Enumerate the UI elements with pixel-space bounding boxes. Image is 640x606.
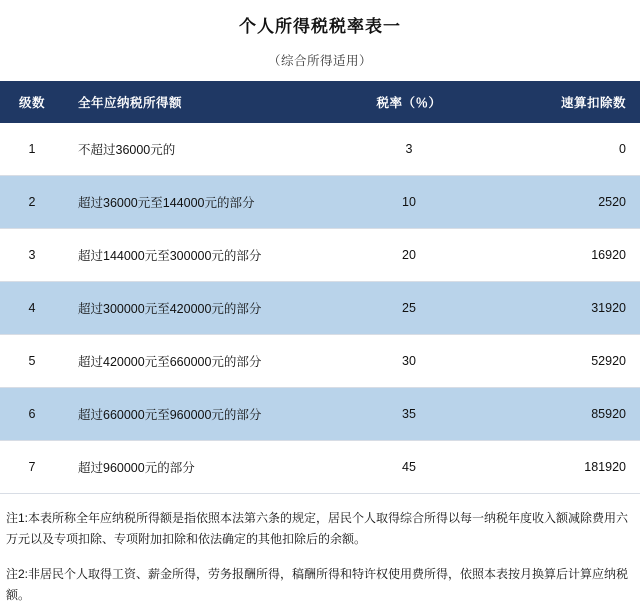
cell-rate: 10 <box>333 176 485 229</box>
cell-deduction: 85920 <box>485 388 640 441</box>
table-row <box>0 176 640 229</box>
cell-rate: 45 <box>333 441 485 494</box>
cell-deduction: 181920 <box>485 441 640 494</box>
cell-level: 1 <box>0 123 64 176</box>
table-header <box>0 81 640 123</box>
cell-income: 超过36000元至144000元的部分 <box>64 176 333 229</box>
page-subtitle: （综合所得适用） <box>267 54 372 68</box>
cell-rate: 35 <box>333 388 485 441</box>
tax-rate-table <box>0 81 640 494</box>
cell-level: 4 <box>0 282 64 335</box>
cell-income: 超过660000元至960000元的部分 <box>64 388 333 441</box>
cell-income: 超过144000元至300000元的部分 <box>64 229 333 282</box>
cell-income: 不超过36000元的 <box>64 123 333 176</box>
table-row <box>0 335 640 388</box>
cell-deduction: 16920 <box>485 229 640 282</box>
cell-deduction: 0 <box>485 123 640 176</box>
table-row <box>0 282 640 335</box>
footnote-1: 注1:本表所称全年应纳税所得额是指依照本法第六条的规定，居民个人取得综合所得以每一纳税年度收入额减除费用六万元以及专项扣除、专项附加扣除和依法确定的其他扣除后的余额。 <box>6 511 629 546</box>
table-body <box>0 123 640 494</box>
cell-rate: 25 <box>333 282 485 335</box>
cell-level: 2 <box>0 176 64 229</box>
cell-level: 5 <box>0 335 64 388</box>
cell-income: 超过300000元至420000元的部分 <box>64 282 333 335</box>
cell-level: 3 <box>0 229 64 282</box>
cell-deduction: 52920 <box>485 335 640 388</box>
cell-level: 7 <box>0 441 64 494</box>
footnote-2: 注2:非居民个人取得工资、薪金所得，劳务报酬所得，稿酬所得和特许权使用费所得，依照本表按月换算后计算应纳税额。 <box>6 567 629 602</box>
table-row <box>0 123 640 176</box>
cell-rate: 30 <box>333 335 485 388</box>
table-header-row <box>0 81 640 123</box>
table-row <box>0 388 640 441</box>
footnotes <box>0 494 640 606</box>
cell-rate: 20 <box>333 229 485 282</box>
header-income: 全年应纳税所得额 <box>64 81 333 123</box>
cell-deduction: 31920 <box>485 282 640 335</box>
cell-rate: 3 <box>333 123 485 176</box>
header-rate: 税率（％） <box>333 81 485 123</box>
header-level: 级数 <box>0 81 64 123</box>
cell-deduction: 2520 <box>485 176 640 229</box>
cell-income: 超过960000元的部分 <box>64 441 333 494</box>
cell-income: 超过420000元至660000元的部分 <box>64 335 333 388</box>
table-row <box>0 229 640 282</box>
cell-level: 6 <box>0 388 64 441</box>
table-row <box>0 441 640 494</box>
page-title: 个人所得税税率表一 <box>239 17 401 36</box>
header-deduction: 速算扣除数 <box>485 81 640 123</box>
